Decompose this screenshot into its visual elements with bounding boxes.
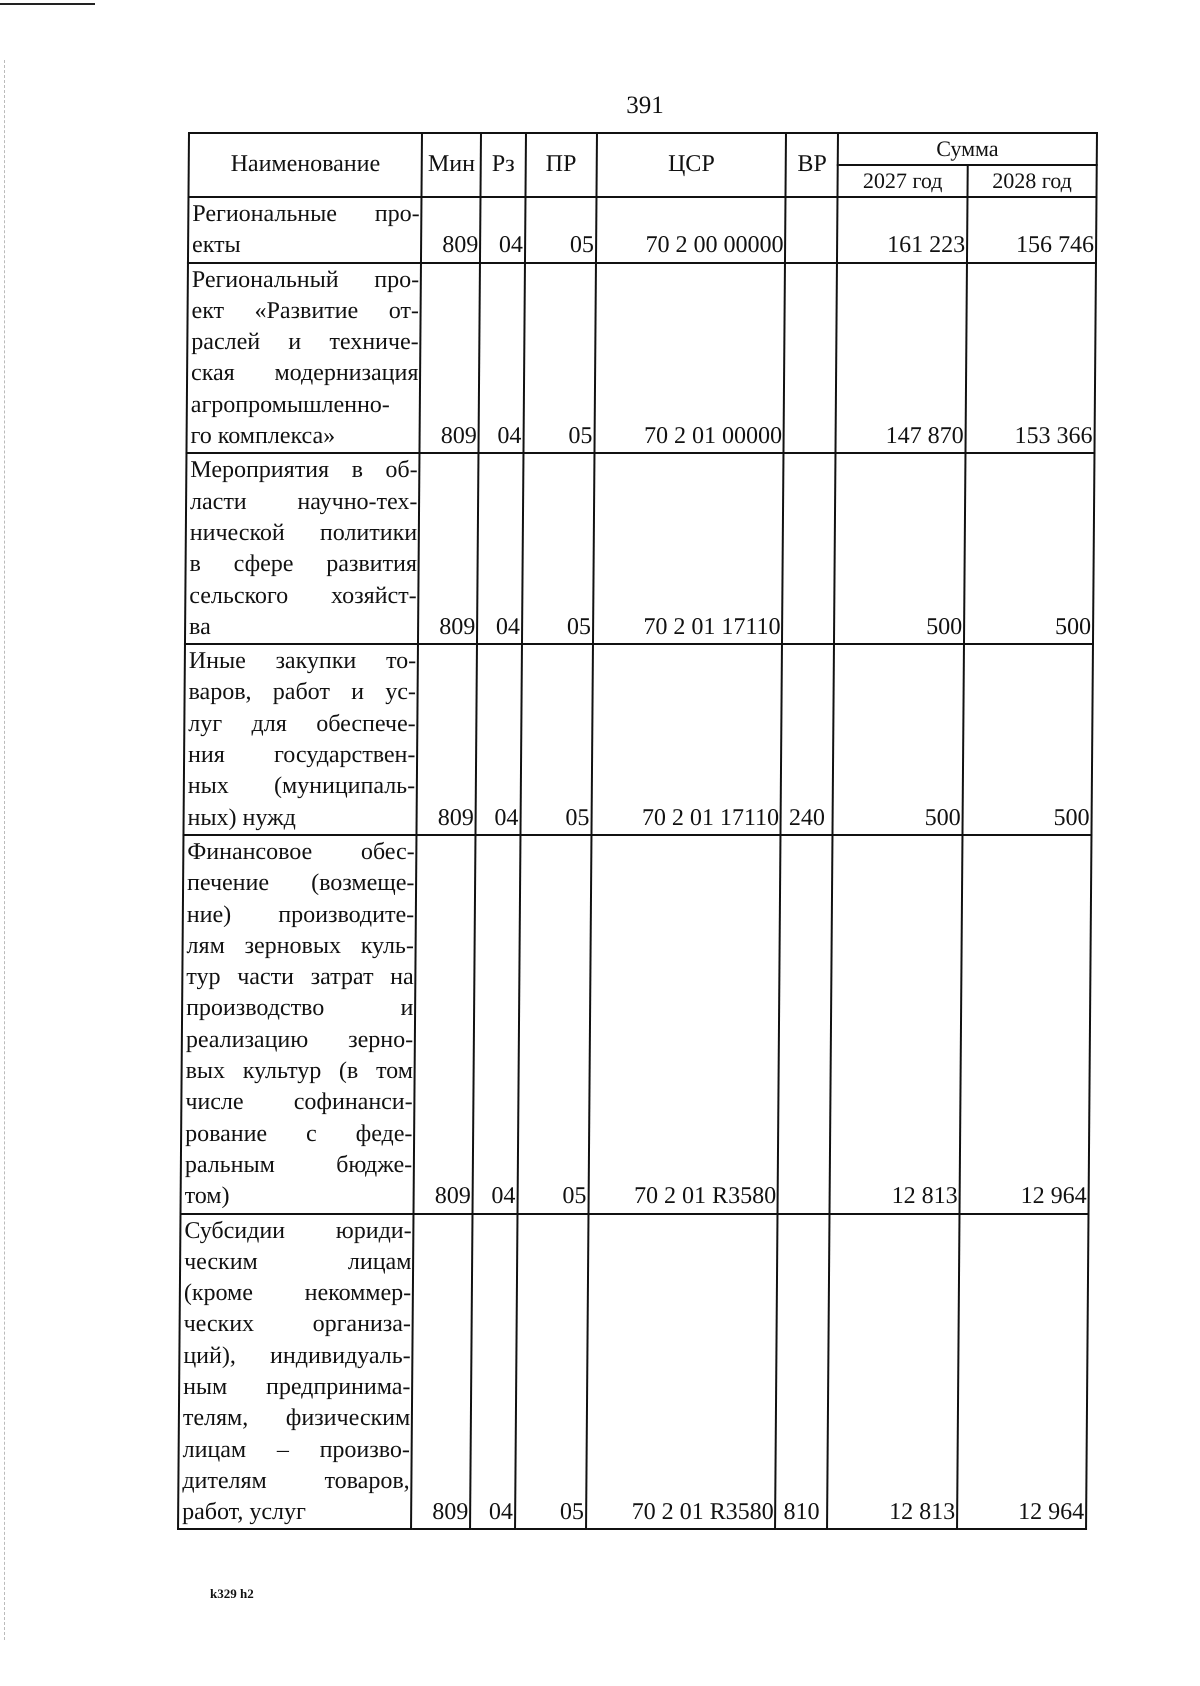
cell-csr: 70 2 01 17110 [591, 644, 782, 835]
table-body [178, 197, 1096, 1529]
row-name-line: го комплекса» [190, 423, 336, 450]
cell-csr: 70 2 01 00000 [594, 263, 785, 454]
header-name: Наименование [188, 133, 422, 197]
scan-edge-mark [0, 3, 95, 5]
row-name-line: екты [192, 232, 241, 259]
table-row [186, 263, 1095, 454]
row-name-line: ние) производите- [186, 901, 415, 928]
cell-vr [778, 835, 833, 1214]
cell-sum-2027: 500 [834, 453, 965, 644]
row-name-line: в сфере развития [189, 551, 418, 578]
row-name-line: луг для обеспече- [188, 710, 416, 737]
row-name [178, 1214, 414, 1530]
row-name-line: ций), индивидуаль- [183, 1342, 411, 1369]
cell-pr: 05 [517, 835, 591, 1214]
header-year-2027: 2027 год [838, 165, 968, 197]
table-row [181, 835, 1092, 1214]
table-row [183, 644, 1092, 835]
row-name-line: ческим лицам [184, 1248, 412, 1275]
row-name-line: Мероприятия в об- [190, 457, 418, 484]
row-name-line: ческих организа- [183, 1311, 412, 1338]
row-name-line: реализацию зерно- [185, 1026, 414, 1053]
header-sum: Сумма [838, 133, 1097, 165]
header-rz: Рз [481, 133, 526, 197]
cell-min: 809 [418, 453, 478, 644]
cell-rz: 04 [480, 197, 525, 263]
row-name-line: тур части затрат на [186, 964, 414, 991]
row-name-line: том) [184, 1183, 230, 1210]
row-name-line: ская модернизация [191, 360, 419, 387]
cell-csr: 70 2 01 R3580 [588, 835, 781, 1214]
cell-rz: 04 [476, 644, 522, 835]
cell-csr: 70 2 01 17110 [593, 453, 784, 644]
row-name [183, 644, 418, 835]
budget-table [177, 132, 1098, 1530]
row-name [188, 197, 422, 263]
cell-sum-2027: 147 870 [836, 263, 967, 454]
row-name-line: ральным бюдже- [184, 1151, 413, 1178]
row-name-line: агропромышленно- [190, 391, 390, 418]
header-csr: ЦСР [596, 133, 786, 197]
cell-rz: 04 [477, 453, 523, 644]
scan-margin-line [4, 60, 5, 1640]
cell-min: 809 [421, 197, 480, 263]
cell-vr [782, 453, 835, 644]
row-name-line: ласти научно-тех- [189, 488, 418, 515]
cell-sum-2028: 12 964 [960, 835, 1092, 1214]
header-year-2028: 2028 год [968, 165, 1097, 197]
cell-min: 809 [411, 1214, 472, 1530]
row-name-line: (кроме некоммер- [183, 1280, 412, 1307]
row-name [185, 453, 420, 644]
row-name-line: Субсидии юриди- [184, 1217, 412, 1244]
table-row [185, 453, 1094, 644]
row-name [186, 263, 421, 454]
cell-rz: 04 [479, 263, 525, 454]
table-row [188, 197, 1097, 263]
cell-vr: 240 [781, 644, 834, 835]
row-name-line: нической политики [189, 519, 418, 546]
row-name-line: сельского хозяйст- [189, 582, 417, 609]
document-code: k329 h2 [210, 1586, 254, 1601]
row-name-line: телям, физическим [182, 1405, 411, 1432]
cell-sum-2027: 161 223 [837, 197, 967, 263]
header-min: Мин [422, 133, 481, 197]
cell-sum-2027: 12 813 [830, 835, 963, 1214]
cell-pr: 05 [523, 263, 595, 454]
row-name-line: работ, услуг [182, 1499, 306, 1526]
row-name-line: ных (муниципаль- [187, 773, 416, 800]
cell-sum-2028: 500 [964, 453, 1094, 644]
cell-rz: 04 [470, 1214, 517, 1530]
cell-pr: 05 [522, 453, 594, 644]
row-name-line: производство и [186, 995, 414, 1022]
cell-rz: 04 [473, 835, 521, 1214]
header-pr: ПР [525, 133, 597, 197]
row-name [181, 835, 417, 1214]
row-name-line: Региональные про- [192, 201, 420, 227]
cell-sum-2028: 500 [963, 644, 1093, 835]
row-name-line: числе софинанси- [185, 1089, 413, 1116]
row-name-line: лицам – произво- [182, 1436, 411, 1463]
row-name-line: ект «Развитие от- [191, 297, 420, 324]
table-row [178, 1214, 1088, 1530]
cell-vr [784, 263, 837, 454]
cell-pr: 05 [525, 197, 597, 263]
cell-sum-2028: 12 964 [957, 1214, 1088, 1530]
row-name-line: лям зерновых куль- [186, 932, 415, 959]
row-name-line: ния государствен- [188, 742, 416, 769]
cell-csr: 70 2 00 00000 [596, 197, 786, 263]
cell-pr: 05 [520, 644, 592, 835]
row-name-line: Финансовое обес- [187, 838, 415, 865]
cell-sum-2028: 156 746 [967, 197, 1096, 263]
cell-pr: 05 [515, 1214, 588, 1530]
row-name-line: рование с феде- [185, 1120, 413, 1147]
row-name-line: печение (возмеще- [186, 870, 415, 897]
row-name-line: ва [189, 613, 211, 640]
row-name-line: дителям товаров, [182, 1467, 410, 1494]
page-number: 391 [626, 92, 664, 119]
cell-sum-2027: 12 813 [827, 1214, 959, 1530]
row-name-line: Региональный про- [191, 266, 420, 293]
row-name-line: варов, работ и ус- [188, 679, 417, 706]
cell-vr: 810 [776, 1214, 830, 1530]
row-name-line: вых культур (в том [185, 1058, 414, 1085]
cell-min: 809 [420, 263, 480, 454]
cell-min: 809 [417, 644, 477, 835]
cell-min: 809 [414, 835, 476, 1214]
row-name-line: Иные закупки то- [188, 648, 417, 675]
row-name-line: ных) нужд [187, 804, 296, 831]
cell-sum-2028: 153 366 [966, 263, 1096, 454]
cell-vr [785, 197, 837, 263]
cell-sum-2027: 500 [833, 644, 964, 835]
header-vr: ВР [786, 133, 838, 197]
cell-csr: 70 2 01 R3580 [586, 1214, 778, 1530]
row-name-line: ным предпринима- [183, 1373, 411, 1400]
row-name-line: раслей и техниче- [191, 329, 419, 356]
